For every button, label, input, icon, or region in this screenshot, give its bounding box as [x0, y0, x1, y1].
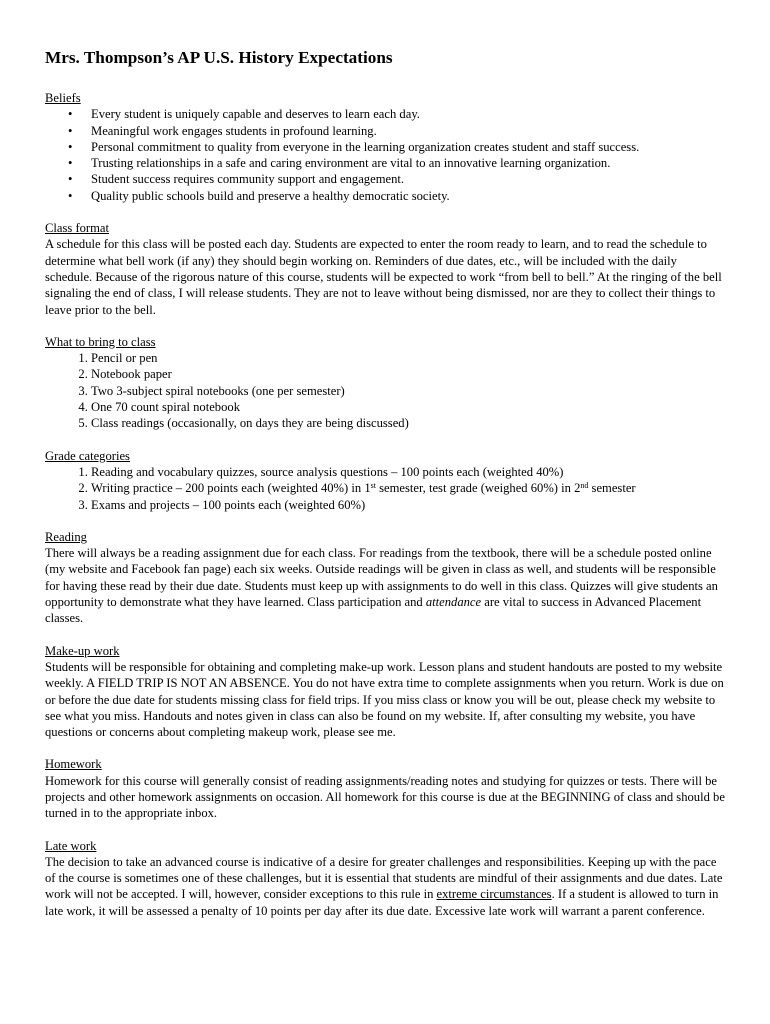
- homework-section: [45, 756, 726, 821]
- reading-text: are vital to success in Advanced Placement classes.: [45, 595, 702, 626]
- makeup-body: Students will be responsible for obtaining and completing make-up work. Lesson plans and student handouts are posted to my website weekly. A FIELD TRIP IS NOT AN ABSENCE. You do not have extra time to complete assignments when you return. Work is due on or before the due date for students missing class for field trips. If you miss class or know you will be out, please check my website to see what you miss. Handouts and notes given in class can also be found on my website. If, after consulting my website, you have questions or concerns about completing makeup work, please see me.: [45, 659, 724, 740]
- what-to-bring-list: [45, 350, 726, 431]
- grade-category-item: 1. Reading and vocabulary quizzes, source analysis questions – 100 points each (weighted 40%): [91, 464, 726, 480]
- belief-item: • Quality public schools build and preserve a healthy democratic society.: [91, 188, 726, 204]
- class-format-body: A schedule for this class will be posted each day. Students are expected to enter the room ready to learn, and to read the schedule to determine what bell work (if any) they should begin working on. Reminders of due dates, etc., will be included with the daily schedule. Because of the rigorous nature of this course, students will be expected to work “from bell to bell.” At the ringing of the bell signaling the end of class, I will release students. They are not to leave without being dismissed, nor are they to collect their things to leave prior to the bell.: [45, 237, 722, 317]
- what-to-bring-section: [45, 334, 726, 432]
- beliefs-section: [45, 90, 726, 204]
- reading-text: There will always be a reading assignment due for each class. For readings from the textbook, there will be a schedule posted online (my website and Facebook fan page) each six weeks. Outside readings will be given in class as well, and students will be responsible for having these read by their due date. Students must keep up with assignments to do well in this class. Quizzes will give students an opportunity to demonstrate what they have learned. Class participation and: [45, 546, 718, 610]
- homework-body: Homework for this course will generally consist of reading assignments/reading notes and studying for quizzes or tests. There will be projects and other homework assignments on occasion. All homework for this course is due at the BEGINNING of class and should be turned in to the appropriate inbox.: [45, 773, 725, 821]
- makeup-section: [45, 643, 726, 741]
- makeup-heading: Make-up work: [45, 643, 120, 658]
- grade-category-item: 3. Exams and projects – 100 points each (weighted 60%): [91, 497, 726, 513]
- grade-categories-heading: Grade categories: [45, 448, 130, 463]
- grade-categories-list: [45, 464, 726, 513]
- beliefs-heading: Beliefs: [45, 91, 81, 105]
- late-work-heading: Late work: [45, 838, 97, 853]
- grade-categories-section: [45, 448, 726, 513]
- list-item: 4. One 70 count spiral notebook: [91, 399, 726, 415]
- reading-heading: Reading: [45, 529, 87, 544]
- homework-heading: Homework: [45, 757, 102, 772]
- reading-section: [45, 529, 726, 627]
- late-work-section: [45, 838, 726, 919]
- belief-item: • Student success requires community support and engagement.: [91, 171, 726, 187]
- grade-text: Writing practice – 200 points each (weighted 40%) in 1: [91, 481, 371, 496]
- late-work-underline: extreme circumstances: [436, 887, 552, 902]
- belief-item: • Trusting relationships in a safe and caring environment are vital to an innovative learning organization.: [91, 155, 726, 171]
- reading-emphasis: attendance: [425, 595, 482, 610]
- what-to-bring-heading: What to bring to class: [45, 334, 156, 349]
- beliefs-list: [45, 106, 726, 204]
- belief-item: • Meaningful work engages students in profound learning.: [91, 123, 726, 139]
- list-item: 2. Notebook paper: [91, 366, 726, 382]
- grade-category-item: [91, 480, 726, 496]
- class-format-section: [45, 220, 726, 318]
- reading-body: [45, 545, 726, 626]
- list-item: 1. Pencil or pen: [91, 350, 726, 366]
- ordinal-suffix: nd: [580, 481, 589, 491]
- belief-item: • Personal commitment to quality from everyone in the learning organization creates student and staff success.: [91, 139, 726, 155]
- grade-text: semester, test grade (weighed 60%) in 2: [375, 481, 581, 496]
- list-item: 5. Class readings (occasionally, on days they are being discussed): [91, 415, 726, 431]
- belief-item: • Every student is uniquely capable and deserves to learn each day.: [91, 106, 726, 122]
- late-work-text: The decision to take an advanced course is indicative of a desire for greater challenges and responsibilities. Keeping up with the pace of the course is sometimes one of these challenges, but it is essential that students are mindful of their assignments and due dates. Late work will not be accepted. I will, however, consider exceptions to this rule in: [45, 854, 723, 902]
- list-item: 3. Two 3-subject spiral notebooks (one per semester): [91, 383, 726, 399]
- late-work-text: . If a student is allowed to turn in late work, it will be assessed a penalty of 10 points per day after its due date. Excessive late work will warrant a parent conference.: [45, 887, 719, 918]
- class-format-heading: Class format: [45, 221, 110, 236]
- ordinal-suffix: st: [370, 481, 376, 491]
- grade-text: semester: [588, 481, 636, 496]
- late-work-body: [45, 854, 726, 919]
- document-title: Mrs. Thompson’s AP U.S. History Expectations: [45, 48, 393, 67]
